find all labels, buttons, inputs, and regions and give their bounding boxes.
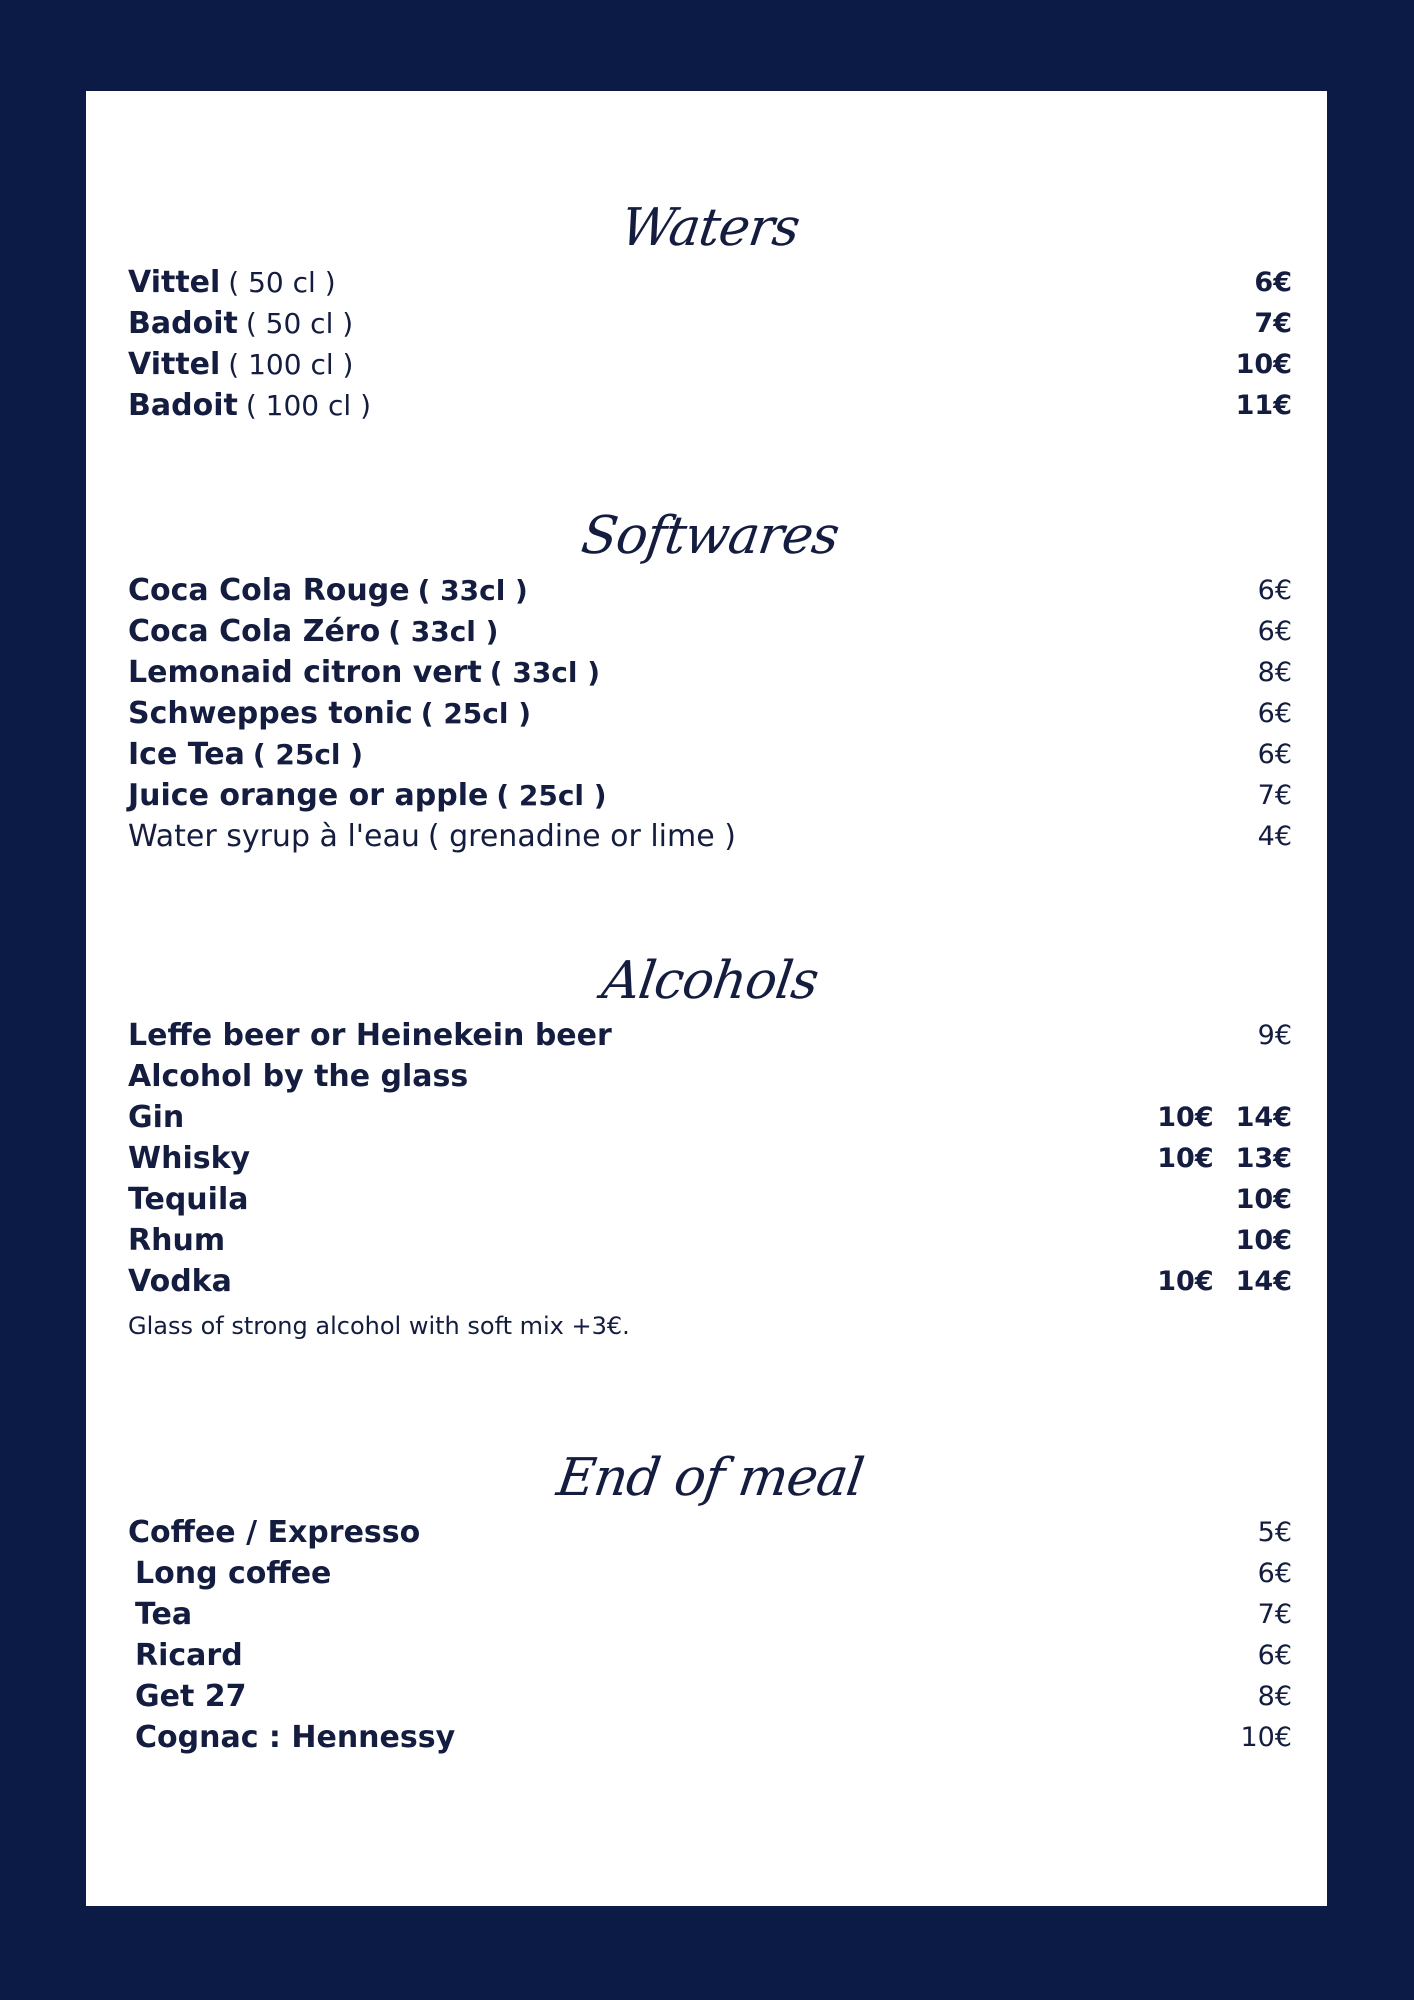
item-detail: ( grenadine or lime ) — [427, 819, 736, 854]
item-detail: ( 25cl ) — [420, 697, 532, 730]
menu-item — [128, 385, 1292, 426]
item-name: Badoit — [128, 306, 238, 341]
item-detail: ( 50 cl ) — [228, 266, 336, 299]
item-price-large: 13€ — [1235, 1143, 1292, 1174]
menu-item — [128, 734, 1292, 775]
item-price: 5€ — [1257, 1517, 1292, 1548]
item-price: 10€ — [1235, 1225, 1292, 1256]
item-price: 6€ — [1257, 616, 1292, 647]
item-price-large: 14€ — [1235, 1266, 1292, 1297]
item-name: Rhum — [128, 1223, 226, 1258]
menu-item — [128, 652, 1292, 693]
item-name: Coffee / Expresso — [128, 1515, 421, 1550]
menu-item — [128, 611, 1292, 652]
item-price: 9€ — [1257, 1020, 1292, 1051]
menu-item — [128, 1220, 1292, 1261]
item-name: Coca Cola Zéro — [128, 614, 381, 649]
menu-item — [128, 1635, 1292, 1676]
menu-item — [128, 344, 1292, 385]
menu-item — [128, 1594, 1292, 1635]
item-name: Tea — [135, 1597, 193, 1632]
item-price: 10€ — [1235, 349, 1292, 380]
item-price: 6€ — [1254, 267, 1292, 298]
waters-section — [128, 198, 1292, 426]
menu-item — [128, 1138, 1292, 1179]
item-name: Leffe beer or Heinekein beer — [128, 1018, 612, 1053]
item-detail: ( 50 cl ) — [245, 307, 354, 340]
waters-title: Waters — [617, 198, 803, 258]
menu-item — [128, 1056, 1292, 1097]
item-price: 11€ — [1235, 390, 1292, 421]
item-name: Schweppes tonic — [128, 696, 413, 731]
menu-item — [128, 693, 1292, 734]
item-price: 6€ — [1257, 1640, 1292, 1671]
item-name: Ice Tea — [128, 737, 245, 772]
item-detail: ( 33cl ) — [417, 574, 528, 607]
end-of-meal-section — [128, 1448, 1292, 1758]
alcohols-section — [128, 951, 1292, 1340]
menu-item — [128, 262, 1292, 303]
item-name: Ricard — [135, 1638, 243, 1673]
softwares-title: Softwares — [577, 506, 843, 566]
item-detail: ( 33cl ) — [388, 615, 499, 648]
menu-item — [128, 775, 1292, 816]
menu-item — [128, 303, 1292, 344]
item-price-small: 10€ — [1157, 1143, 1214, 1174]
item-name: Coca Cola Rouge — [128, 573, 410, 608]
item-price: 6€ — [1257, 1558, 1292, 1589]
menu-item — [128, 1512, 1292, 1553]
item-price: 4€ — [1257, 821, 1292, 852]
item-name: Water syrup à l'eau — [128, 819, 420, 854]
item-name: Lemonaid citron vert — [128, 655, 482, 690]
item-price-small: 10€ — [1157, 1266, 1214, 1297]
menu-card — [86, 91, 1327, 1906]
item-price: 10€ — [1240, 1722, 1292, 1753]
item-name: Tequila — [128, 1182, 249, 1217]
item-name: Vittel — [128, 265, 221, 300]
item-name: Long coffee — [135, 1556, 332, 1591]
item-name: Badoit — [128, 388, 238, 423]
item-price-small: 10€ — [1157, 1102, 1214, 1133]
menu-item — [128, 1261, 1292, 1302]
item-detail: ( 100 cl ) — [245, 389, 371, 422]
item-detail: ( 33cl ) — [489, 656, 601, 689]
menu-item — [128, 816, 1292, 857]
alcohol-note: Glass of strong alcohol with soft mix +3€. — [128, 1312, 630, 1340]
item-name: Whisky — [128, 1141, 251, 1176]
item-price: 8€ — [1257, 1681, 1292, 1712]
item-price: 7€ — [1257, 780, 1292, 811]
item-detail: ( 100 cl ) — [228, 348, 354, 381]
item-name: Cognac : Hennessy — [135, 1720, 456, 1755]
menu-item — [128, 1676, 1292, 1717]
item-detail: ( 25cl ) — [496, 779, 607, 812]
item-name: Get 27 — [135, 1679, 247, 1714]
item-price: 6€ — [1257, 575, 1292, 606]
alcohols-title: Alcohols — [598, 951, 822, 1011]
item-name: Juice orange or apple — [128, 778, 489, 813]
item-price: 6€ — [1257, 739, 1292, 770]
menu-item — [128, 1097, 1292, 1138]
menu-item — [128, 570, 1292, 611]
item-price: 6€ — [1257, 698, 1292, 729]
end-of-meal-title: End of meal — [553, 1448, 867, 1508]
softwares-section — [128, 506, 1292, 857]
item-price: 10€ — [1235, 1184, 1292, 1215]
menu-item — [128, 1553, 1292, 1594]
item-price: 7€ — [1257, 1599, 1292, 1630]
menu-item — [128, 1015, 1292, 1056]
item-detail: ( 25cl ) — [252, 738, 364, 771]
menu-item — [128, 1717, 1292, 1758]
menu-item — [128, 1179, 1292, 1220]
item-price-large: 14€ — [1235, 1102, 1292, 1133]
item-name: Alcohol by the glass — [128, 1059, 469, 1094]
item-name: Vodka — [128, 1264, 232, 1299]
item-name: Gin — [128, 1100, 185, 1135]
item-price: 8€ — [1257, 657, 1292, 688]
item-name: Vittel — [128, 347, 221, 382]
item-price: 7€ — [1254, 308, 1292, 339]
